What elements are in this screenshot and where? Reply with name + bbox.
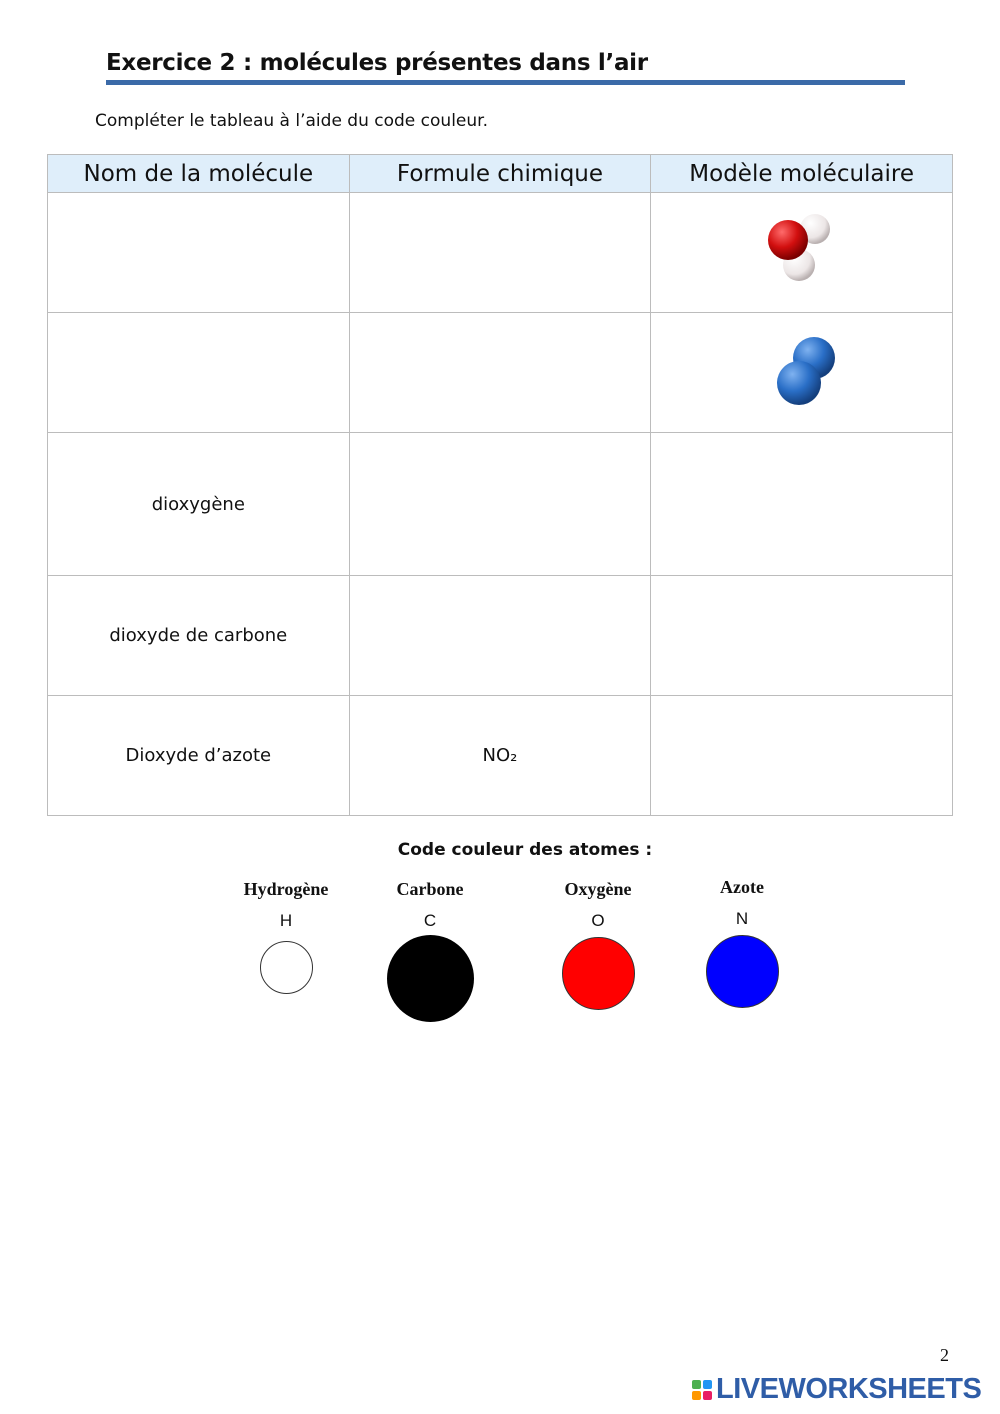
formula-cell[interactable] bbox=[349, 193, 651, 313]
molecule-name-cell: Dioxyde d’azote bbox=[48, 696, 350, 816]
column-header-model: Modèle moléculaire bbox=[651, 155, 953, 193]
table-row bbox=[48, 696, 953, 816]
page-number: 2 bbox=[940, 1345, 949, 1365]
table-row bbox=[48, 193, 953, 313]
table-row bbox=[48, 433, 953, 576]
dinitrogen-molecule-model bbox=[747, 328, 857, 418]
molecule-name-cell: dioxygène bbox=[48, 433, 350, 576]
instruction-text: Compléter le tableau à l’aide du code couleur. bbox=[95, 111, 488, 131]
column-header-formula: Formule chimique bbox=[349, 155, 651, 193]
atom-name: Oxygène bbox=[564, 879, 632, 899]
nitrogen-atom bbox=[777, 361, 821, 405]
table-header-row bbox=[48, 155, 953, 193]
atom-name: Azote bbox=[720, 877, 764, 897]
atom-legend-oxygen bbox=[518, 879, 678, 1010]
model-cell[interactable] bbox=[651, 576, 953, 696]
atom-symbol: C bbox=[423, 911, 437, 930]
atom-name: Hydrogène bbox=[243, 879, 329, 899]
oxygen-circle-icon bbox=[562, 937, 635, 1010]
table-row bbox=[48, 576, 953, 696]
atom-name: Carbone bbox=[396, 879, 464, 899]
liveworksheets-mark-icon bbox=[692, 1380, 712, 1400]
molecules-table bbox=[47, 154, 953, 816]
liveworksheets-logo bbox=[692, 1373, 981, 1406]
model-cell bbox=[651, 313, 953, 433]
water-molecule-model bbox=[747, 208, 857, 298]
title-underline bbox=[106, 80, 905, 85]
atom-symbol: H bbox=[279, 911, 293, 930]
exercise-title: Exercice 2 : molécules présentes dans l’air bbox=[106, 50, 648, 76]
atom-symbol: O bbox=[591, 911, 605, 930]
model-cell[interactable] bbox=[651, 433, 953, 576]
formula-cell[interactable] bbox=[349, 576, 651, 696]
molecule-name-cell: dioxyde de carbone bbox=[48, 576, 350, 696]
model-cell[interactable] bbox=[651, 696, 953, 816]
atom-legend-hydrogen bbox=[206, 879, 366, 994]
molecule-name-cell[interactable] bbox=[48, 313, 350, 433]
table-row bbox=[48, 313, 953, 433]
formula-cell: NO₂ bbox=[349, 696, 651, 816]
atom-legend-carbon bbox=[350, 879, 510, 1022]
model-cell bbox=[651, 193, 953, 313]
formula-cell[interactable] bbox=[349, 433, 651, 576]
atom-legend-nitrogen bbox=[662, 877, 822, 1008]
brand-name: LIVEWORKSHEETS bbox=[716, 1373, 982, 1405]
nitrogen-circle-icon bbox=[706, 935, 779, 1008]
formula-cell[interactable] bbox=[349, 313, 651, 433]
color-code-title: Code couleur des atomes : bbox=[397, 840, 653, 860]
hydrogen-circle-icon bbox=[260, 941, 313, 994]
molecule-name-cell[interactable] bbox=[48, 193, 350, 313]
carbon-circle-icon bbox=[387, 935, 474, 1022]
oxygen-atom bbox=[768, 220, 808, 260]
column-header-name: Nom de la molécule bbox=[48, 155, 350, 193]
atom-symbol: N bbox=[735, 909, 749, 928]
